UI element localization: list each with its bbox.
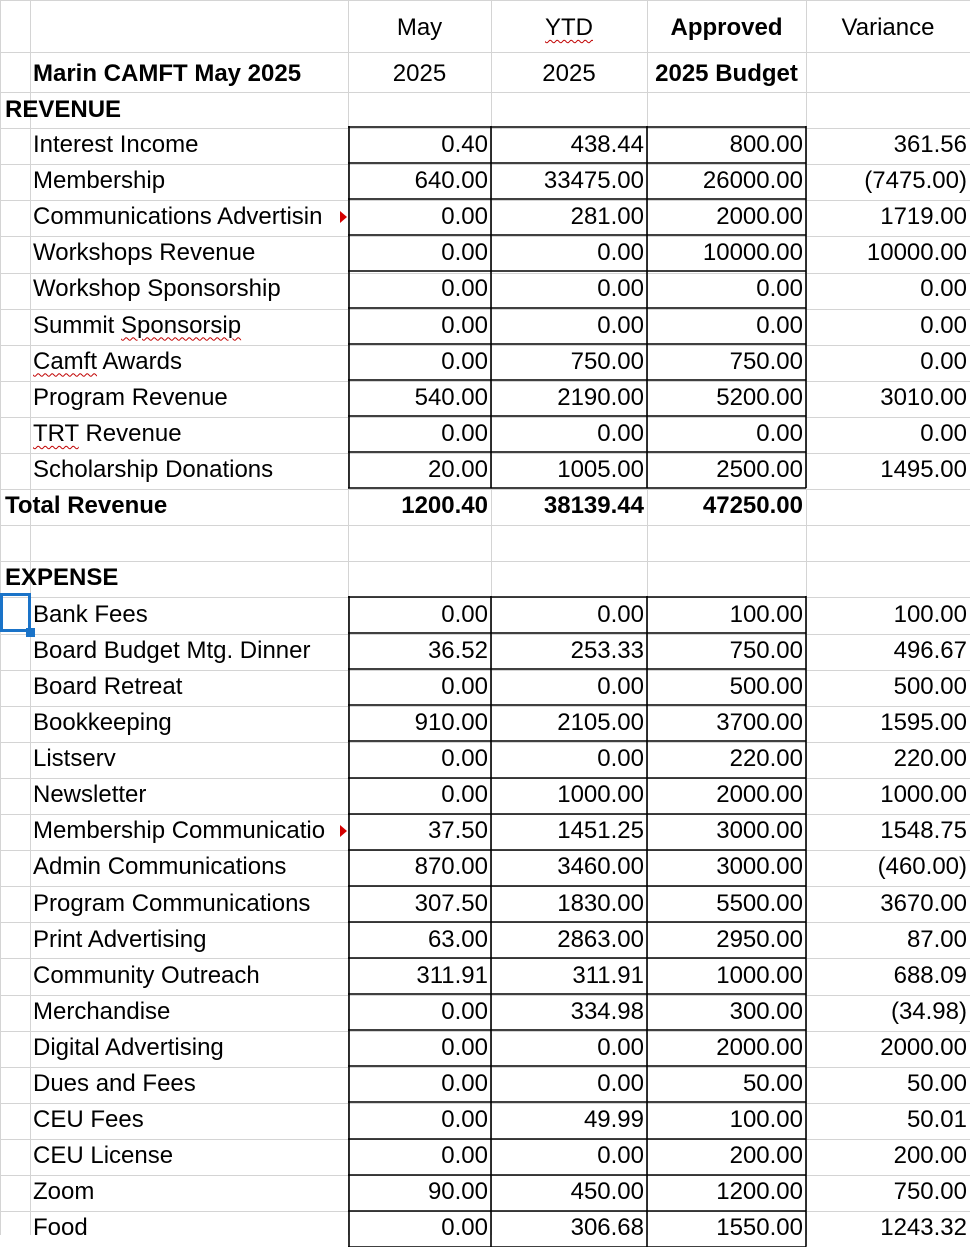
expense-may-value[interactable]: 36.52 <box>427 636 488 664</box>
expense-budget-value[interactable]: 3000.00 <box>716 817 803 845</box>
expense-row-label[interactable]: Listserv <box>33 745 116 773</box>
expense-row-label[interactable]: Merchandise <box>33 997 171 1025</box>
revenue-ytd-value[interactable]: 1005.00 <box>557 455 644 483</box>
expense-may-value[interactable]: 0.00 <box>441 1070 488 1097</box>
expense-budget-value[interactable]: 750.00 <box>729 636 803 664</box>
expense-ytd-value[interactable]: 0.00 <box>597 1033 644 1061</box>
expense-ytd-value[interactable]: 0.00 <box>597 600 644 628</box>
header-ytd-label[interactable]: YTD <box>545 14 593 41</box>
expense-may-value[interactable]: 0.00 <box>441 600 488 628</box>
revenue-may-value[interactable]: 640.00 <box>414 167 488 195</box>
revenue-may-value[interactable]: 0.00 <box>441 203 488 231</box>
revenue-ytd-value[interactable]: 750.00 <box>570 347 644 375</box>
expense-may-value[interactable]: 870.00 <box>414 853 488 881</box>
expense-budget-value[interactable]: 3700.00 <box>716 709 803 736</box>
revenue-ytd-value[interactable]: 2190.00 <box>557 383 644 411</box>
revenue-section-label[interactable]: REVENUE <box>5 96 122 123</box>
revenue-variance-value[interactable]: 0.00 <box>920 419 967 447</box>
expense-may-value[interactable]: 311.91 <box>416 961 488 989</box>
expense-may-value[interactable]: 0.00 <box>441 1033 488 1061</box>
revenue-variance-value[interactable]: 1495.00 <box>880 455 967 483</box>
header-may-label[interactable]: May <box>396 14 443 41</box>
expense-variance-value[interactable]: 200.00 <box>893 1142 967 1170</box>
revenue-may-value[interactable]: 540.00 <box>414 383 488 411</box>
expense-variance-value[interactable]: 50.01 <box>906 1106 967 1134</box>
revenue-budget-value[interactable]: 2000.00 <box>716 203 803 231</box>
revenue-variance-value[interactable]: 10000.00 <box>866 239 967 267</box>
revenue-budget-value[interactable]: 5200.00 <box>716 383 803 411</box>
comment-marker-icon[interactable] <box>340 211 347 223</box>
revenue-variance-value[interactable]: 0.00 <box>920 275 967 303</box>
expense-row-label[interactable]: Membership Communicatio <box>33 817 326 845</box>
revenue-may-value[interactable]: 0.00 <box>441 275 488 303</box>
expense-budget-value[interactable]: 220.00 <box>729 745 803 773</box>
revenue-may-value[interactable]: 0.00 <box>441 419 488 447</box>
revenue-row-label[interactable]: Membership <box>33 167 166 195</box>
revenue-variance-value[interactable]: 0.00 <box>920 347 967 375</box>
revenue-variance-value[interactable]: 0.00 <box>920 311 967 339</box>
expense-ytd-value[interactable]: 334.98 <box>570 997 644 1025</box>
expense-row-label[interactable]: Food <box>33 1214 88 1242</box>
revenue-budget-value[interactable]: 800.00 <box>729 131 803 158</box>
expense-variance-value[interactable]: (460.00) <box>877 853 967 881</box>
expense-row-label[interactable]: Dues and Fees <box>33 1070 196 1097</box>
revenue-row-label[interactable]: Scholarship Donations <box>33 455 274 483</box>
expense-ytd-value[interactable]: 2863.00 <box>557 925 644 953</box>
expense-may-value[interactable]: 37.50 <box>427 817 488 845</box>
expense-may-value[interactable]: 0.00 <box>441 997 488 1025</box>
header-approved-label[interactable]: Approved <box>670 14 783 41</box>
header-ytd-year[interactable]: 2025 <box>542 60 596 87</box>
expense-variance-value[interactable]: 3670.00 <box>880 889 967 917</box>
expense-ytd-value[interactable]: 3460.00 <box>557 853 644 881</box>
header-variance-label[interactable]: Variance <box>841 14 935 41</box>
revenue-budget-value[interactable]: 0.00 <box>756 311 803 339</box>
expense-variance-value[interactable]: 2000.00 <box>880 1033 967 1061</box>
revenue-may-value[interactable]: 0.00 <box>441 311 488 339</box>
expense-may-value[interactable]: 90.00 <box>427 1178 488 1206</box>
expense-may-value[interactable]: 0.00 <box>441 745 488 773</box>
sheet-title[interactable]: Marin CAMFT May 2025 <box>33 60 302 87</box>
expense-may-value[interactable]: 0.00 <box>441 781 488 809</box>
expense-budget-value[interactable]: 300.00 <box>729 997 803 1025</box>
revenue-ytd-value[interactable]: 0.00 <box>597 311 644 339</box>
revenue-variance-value[interactable]: (7475.00) <box>864 167 967 195</box>
expense-ytd-value[interactable]: 311.91 <box>572 961 644 989</box>
revenue-ytd-value[interactable]: 33475.00 <box>543 167 644 195</box>
expense-variance-value[interactable]: 750.00 <box>893 1178 967 1206</box>
expense-budget-value[interactable]: 1550.00 <box>716 1214 803 1242</box>
expense-variance-value[interactable]: 1595.00 <box>880 709 967 736</box>
total-revenue-may[interactable]: 1200.40 <box>401 492 488 519</box>
expense-may-value[interactable]: 910.00 <box>414 709 488 736</box>
revenue-row-label[interactable]: Workshops Revenue <box>33 239 256 267</box>
expense-ytd-value[interactable]: 306.68 <box>570 1214 644 1242</box>
expense-row-label[interactable]: Print Advertising <box>33 925 207 953</box>
revenue-budget-value[interactable]: 10000.00 <box>702 239 803 267</box>
revenue-budget-value[interactable]: 0.00 <box>756 419 803 447</box>
expense-ytd-value[interactable]: 253.33 <box>570 636 644 664</box>
expense-variance-value[interactable]: 220.00 <box>893 745 967 773</box>
expense-may-value[interactable]: 0.00 <box>441 1214 488 1242</box>
revenue-variance-value[interactable]: 3010.00 <box>880 383 967 411</box>
expense-row-label[interactable]: Newsletter <box>33 781 147 809</box>
expense-ytd-value[interactable]: 450.00 <box>570 1178 644 1206</box>
expense-row-label[interactable]: Board Budget Mtg. Dinner <box>33 636 311 664</box>
expense-ytd-value[interactable]: 49.99 <box>583 1106 644 1134</box>
expense-variance-value[interactable]: (34.98) <box>890 997 967 1025</box>
revenue-row-label[interactable]: Workshop Sponsorship <box>33 275 281 303</box>
total-revenue-ytd[interactable]: 38139.44 <box>543 492 644 519</box>
expense-row-label[interactable]: Admin Communications <box>33 853 287 881</box>
revenue-ytd-value[interactable]: 281.00 <box>570 203 644 231</box>
expense-row-label[interactable]: Program Communications <box>33 889 311 917</box>
expense-ytd-value[interactable]: 0.00 <box>597 672 644 700</box>
expense-may-value[interactable]: 307.50 <box>414 889 488 917</box>
expense-variance-value[interactable]: 500.00 <box>893 672 967 700</box>
expense-may-value[interactable]: 0.00 <box>441 1142 488 1170</box>
expense-ytd-value[interactable]: 1000.00 <box>557 781 644 809</box>
expense-may-value[interactable]: 0.00 <box>441 672 488 700</box>
selected-cell-cursor[interactable] <box>0 593 31 632</box>
revenue-variance-value[interactable]: 361.56 <box>893 131 967 158</box>
expense-ytd-value[interactable]: 1451.25 <box>557 817 644 845</box>
expense-variance-value[interactable]: 100.00 <box>893 600 967 628</box>
expense-row-label[interactable]: Board Retreat <box>33 672 183 700</box>
revenue-may-value[interactable]: 0.00 <box>441 239 488 267</box>
expense-budget-value[interactable]: 200.00 <box>729 1142 803 1170</box>
revenue-ytd-value[interactable]: 438.44 <box>570 131 644 158</box>
revenue-ytd-value[interactable]: 0.00 <box>597 419 644 447</box>
expense-ytd-value[interactable]: 2105.00 <box>557 709 644 736</box>
expense-budget-value[interactable]: 2000.00 <box>716 781 803 809</box>
expense-budget-value[interactable]: 2950.00 <box>716 925 803 953</box>
expense-variance-value[interactable]: 50.00 <box>906 1070 967 1097</box>
revenue-ytd-value[interactable]: 0.00 <box>597 239 644 267</box>
expense-variance-value[interactable]: 496.67 <box>893 636 967 664</box>
expense-section-label[interactable]: EXPENSE <box>5 564 119 592</box>
total-revenue-budget[interactable]: 47250.00 <box>702 492 803 519</box>
revenue-row-label[interactable]: Communications Advertisin <box>33 203 323 231</box>
revenue-may-value[interactable]: 20.00 <box>427 455 488 483</box>
expense-may-value[interactable]: 63.00 <box>427 925 488 953</box>
revenue-variance-value[interactable]: 1719.00 <box>880 203 967 231</box>
revenue-ytd-value[interactable]: 0.00 <box>597 275 644 303</box>
expense-variance-value[interactable]: 688.09 <box>893 961 967 989</box>
fill-handle[interactable] <box>26 628 35 637</box>
revenue-budget-value[interactable]: 0.00 <box>756 275 803 303</box>
header-approved-year[interactable]: 2025 Budget <box>655 60 798 87</box>
expense-ytd-value[interactable]: 0.00 <box>597 745 644 773</box>
expense-budget-value[interactable]: 1200.00 <box>716 1178 803 1206</box>
revenue-budget-value[interactable]: 750.00 <box>729 347 803 375</box>
expense-row-label[interactable]: CEU License <box>33 1142 174 1170</box>
expense-may-value[interactable]: 0.00 <box>441 1106 488 1134</box>
expense-ytd-value[interactable]: 0.00 <box>597 1142 644 1170</box>
expense-budget-value[interactable]: 100.00 <box>729 1106 803 1134</box>
revenue-row-label[interactable]: Interest Income <box>33 131 199 158</box>
expense-row-label[interactable]: CEU Fees <box>33 1106 144 1134</box>
revenue-row-label[interactable]: Program Revenue <box>33 383 228 411</box>
expense-budget-value[interactable]: 5500.00 <box>716 889 803 917</box>
expense-row-label[interactable]: Bookkeeping <box>33 709 172 736</box>
expense-budget-value[interactable]: 50.00 <box>742 1070 803 1097</box>
expense-budget-value[interactable]: 500.00 <box>729 672 803 700</box>
revenue-budget-value[interactable]: 26000.00 <box>702 167 803 195</box>
expense-variance-value[interactable]: 87.00 <box>906 925 967 953</box>
revenue-budget-value[interactable]: 2500.00 <box>716 455 803 483</box>
expense-row-label[interactable]: Zoom <box>33 1178 95 1206</box>
comment-marker-icon[interactable] <box>340 825 347 837</box>
expense-budget-value[interactable]: 3000.00 <box>716 853 803 881</box>
expense-variance-value[interactable]: 1548.75 <box>880 817 967 845</box>
expense-budget-value[interactable]: 1000.00 <box>716 961 803 989</box>
revenue-row-label[interactable]: Summit Sponsorsip <box>33 311 242 339</box>
expense-row-label[interactable]: Bank Fees <box>33 600 148 628</box>
expense-ytd-value[interactable]: 0.00 <box>597 1070 644 1097</box>
expense-variance-value[interactable]: 1243.32 <box>880 1214 967 1242</box>
expense-ytd-value[interactable]: 1830.00 <box>557 889 644 917</box>
total-revenue-label[interactable]: Total Revenue <box>5 492 168 519</box>
revenue-row-label[interactable]: Camft Awards <box>33 347 182 375</box>
expense-row-label[interactable]: Digital Advertising <box>33 1033 224 1061</box>
header-may-year[interactable]: 2025 <box>392 60 447 87</box>
revenue-may-value[interactable]: 0.40 <box>441 131 488 158</box>
expense-variance-value[interactable]: 1000.00 <box>880 781 967 809</box>
revenue-row-label[interactable]: TRT Revenue <box>33 419 182 447</box>
expense-row-label[interactable]: Community Outreach <box>33 961 260 989</box>
revenue-may-value[interactable]: 0.00 <box>441 347 488 375</box>
expense-budget-value[interactable]: 2000.00 <box>716 1033 803 1061</box>
expense-budget-value[interactable]: 100.00 <box>729 600 803 628</box>
